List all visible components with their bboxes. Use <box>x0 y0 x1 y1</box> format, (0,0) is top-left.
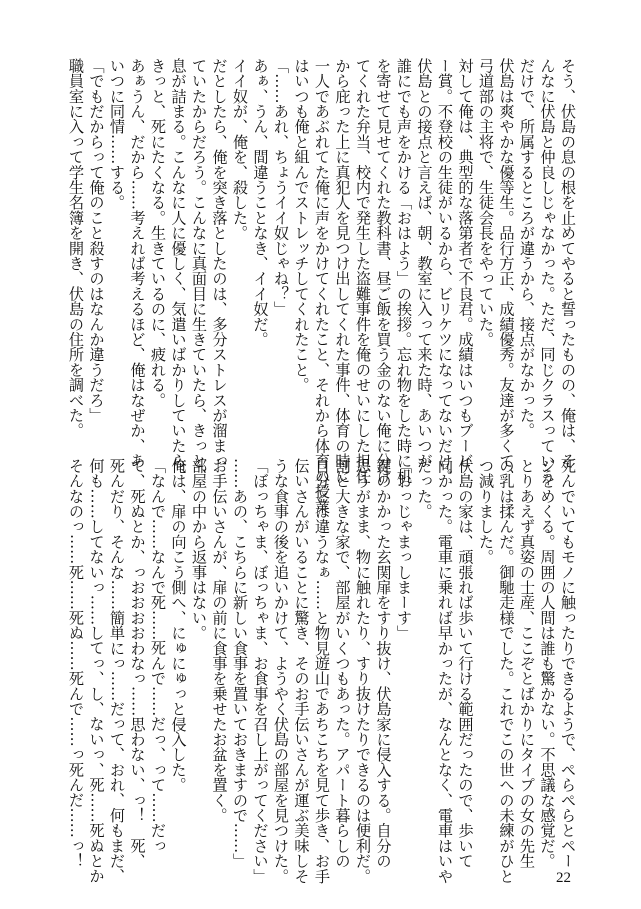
text-column: あぁうん、だから……考えれば考えるほど、俺はなぜか、あ <box>128 58 147 469</box>
text-column: 誰にでも声をかける「おはよう」の挨拶。忘れ物をした時に机 <box>395 58 413 484</box>
text-column: だった。 <box>415 458 434 519</box>
text-column: て、死ぬとか、っおおおおわなっ……思わない、っ！ 死、 <box>128 458 147 869</box>
text-column: 自分とは違うなぁ……と物見遊山であちこちを見て歩き、お手 <box>313 458 331 884</box>
text-column: 伏島の家は、頑張れば歩いて行ける範囲だったので、歩いて <box>456 458 475 869</box>
text-column: の乳は揉んだ。御馳走様でした。これでこの世への未練がひと <box>497 458 516 884</box>
text-column: 「でもだからって俺のこと殺すのはなんか違うだろ」 <box>87 58 106 423</box>
text-column: とりあえず真姿の士産、ここぞとばかりにタイプの女の先生 <box>518 458 536 869</box>
text-column: お手伝いさんが、扉の前に食事を乗せたお盆を置く。 <box>210 458 229 823</box>
text-column: 「……あれ、ちょうイイ奴じゃね？」 <box>272 58 290 317</box>
text-column: 部屋の中から返事はない。 <box>190 458 208 641</box>
text-column: 伏島は爽やかな優等生。品行方正、成績優秀。友達が多くて、 <box>497 58 516 484</box>
text-column: 死んでいてもモノに触ったりできるようで、ぺらぺらとペー <box>559 458 577 869</box>
text-column: だとしたら、俺を突き落としたのは、多分ストレスが溜まっ <box>210 58 229 469</box>
text-column: から庇った上に真犯人を見つけ出してくれた事件、体育の時に <box>333 58 352 484</box>
text-column: ていたからだろう。こんなに真面目に生きていたら、きっと、 <box>190 58 208 484</box>
text-column: 職員室に入って学生名簿を開き、伏島の住所を調べた。 <box>67 58 85 438</box>
text-column: んなに伏島と仲良しじゃなかった。ただ、同じクラスっていう <box>538 58 557 484</box>
text-column: きっと、死にたくなる。生きているのに、疲れる。 <box>149 58 167 408</box>
text-column: あぁ、うん、間違うことなき、イイ奴だ。 <box>251 58 270 347</box>
text-column: 息が詰まる。こんなに人に優しく、気遣いばかりしていたら、 <box>169 58 188 484</box>
text-column: つ減りました。 <box>477 458 495 565</box>
text-column: 「おっじゃまっしまーす」 <box>395 458 413 641</box>
text-column: 対して俺は、典型的な落第者で不良君。成績はいつもブービ <box>456 58 475 469</box>
page-number: 22 <box>556 870 571 886</box>
text-column: 思うがまま、物に触れたり、すり抜けたりできるのは便利だ。 <box>354 458 372 884</box>
text-column: 伝いさんがいることに驚き、そのお手伝いさんが運ぶ美味しそ <box>292 458 311 884</box>
text-column: 俺は、扉の向こう側へ、にゅにゅっと侵入した。 <box>169 458 188 793</box>
text-column: 「なんで……なんで死……死んで……だっ、って……だっ <box>149 458 167 854</box>
text-column: うな食事の後を追いかけて、ようやく伏島の部屋を見つけた。 <box>272 458 290 884</box>
text-column: いつに同情……する。 <box>108 58 126 210</box>
text-column: 鍵のかかった玄関扉をすり抜け、伏島家に侵入する。自分の <box>374 458 393 869</box>
text-column: イイ奴が、俺を、殺した。 <box>231 58 249 241</box>
text-column: ……あの、こちらに新しい食事を置いておきますので……」 <box>231 458 249 869</box>
text-column: 死んだり、そんな……簡単にっ……だって、おれ、何もまだ、 <box>108 458 126 884</box>
text-column: 何も……してないっ……してっ、し、ないっ、死……死ぬとか <box>87 458 106 884</box>
text-column: を寄せて見せてくれた教科書、昼ご飯を買う金のない俺に分け <box>374 58 393 484</box>
text-column: てくれた弁当、校内で発生した盗難事件を俺のせいにした担任 <box>354 58 372 484</box>
text-column: 向かった。電車に乗れば早かったが、なんとなく、電車はいや <box>436 458 454 884</box>
text-column: 一人であぶれてた俺に声をかけてくれたこと、それから体育の授業 <box>313 58 331 514</box>
text-column: そんなのっ……死……死ぬ……死んで……っ死んだ……っ！ <box>67 458 85 869</box>
text-column: 弓道部の主将で、生徒会長をやっていた。 <box>477 58 495 347</box>
text-column: そう、伏島の息の根を止めてやると誓ったものの、俺は、そ <box>559 58 577 469</box>
text-column: はいつも俺と組んでストレッチしてくれたこと。 <box>292 58 311 393</box>
text-column: ー賞。不登校の生徒がいるから、ビリケツになってないだけ。 <box>436 58 454 484</box>
text-column: 割と大きな家で、部屋がいくつもあった。アパート暮らしの <box>333 458 352 869</box>
text-column: だけで、所属するところが違うから、接点がなかった。 <box>518 58 536 438</box>
text-column: ジをめくる。周囲の人間は誰も驚かない。不思議な感覚だ。 <box>538 458 557 869</box>
text-column: 「ぼっちゃま、ぼっちゃま、お食事を召し上がってください」 <box>251 458 270 884</box>
text-column: 伏島との接点と言えば、朝、教室に入って来た時、あいつが <box>415 58 434 469</box>
